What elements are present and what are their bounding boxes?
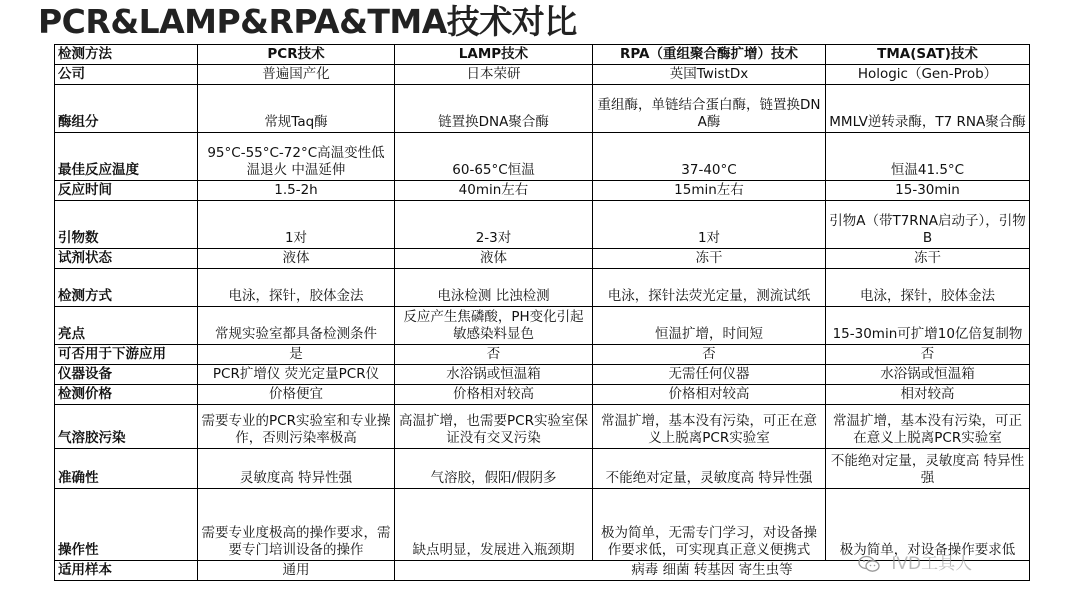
page-title: PCR&LAMP&RPA&TMA技术对比 [38, 2, 577, 41]
cell-tma: 冻干 [826, 249, 1030, 269]
table-row-reagent-state [55, 249, 1030, 269]
cell-lamp: 2-3对 [395, 201, 593, 249]
header-pcr: PCR技术 [198, 45, 395, 65]
row-label: 最佳反应温度 [55, 133, 198, 181]
cell-lamp: 电泳检测 比浊检测 [395, 269, 593, 307]
cell-pcr: 需要专业的PCR实验室和专业操作，否则污染率极高 [198, 405, 395, 449]
cell-tma: 极为简单，对设备操作要求低 [826, 489, 1030, 561]
cell-tma: 15-30min可扩增10亿倍复制物 [826, 307, 1030, 345]
comparison-table [54, 44, 1030, 581]
cell-tma: 相对较高 [826, 385, 1030, 405]
header-method: 检测方法 [55, 45, 198, 65]
cell-rpa: 电泳，探针法荧光定量，测流试纸 [593, 269, 826, 307]
cell-rpa: 37-40°C [593, 133, 826, 181]
cell-rpa: 15min左右 [593, 181, 826, 201]
watermark [858, 552, 972, 576]
cell-rpa: 冻干 [593, 249, 826, 269]
cell-tma: 水浴锅或恒温箱 [826, 365, 1030, 385]
row-label: 试剂状态 [55, 249, 198, 269]
cell-tma: MMLV逆转录酶，T7 RNA聚合酶 [826, 85, 1030, 133]
header-row [55, 45, 1030, 65]
cell-pcr: 常规Taq酶 [198, 85, 395, 133]
row-label: 引物数 [55, 201, 198, 249]
cell-rpa: 不能绝对定量，灵敏度高 特异性强 [593, 449, 826, 489]
cell-lamp: 40min左右 [395, 181, 593, 201]
table-row-aerosol [55, 405, 1030, 449]
header-lamp: LAMP技术 [395, 45, 593, 65]
cell-lamp: 缺点明显，发展进入瓶颈期 [395, 489, 593, 561]
cell-lamp: 水浴锅或恒温箱 [395, 365, 593, 385]
cell-pcr: 液体 [198, 249, 395, 269]
cell-rpa: 无需任何仪器 [593, 365, 826, 385]
cell-rpa: 1对 [593, 201, 826, 249]
table-row-company [55, 65, 1030, 85]
cell-pcr: 需要专业度极高的操作要求，需要专门培训设备的操作 [198, 489, 395, 561]
row-label: 反应时间 [55, 181, 198, 201]
row-label: 气溶胶污染 [55, 405, 198, 449]
cell-pcr: 1对 [198, 201, 395, 249]
cell-rpa: 恒温扩增，时间短 [593, 307, 826, 345]
cell-tma: 电泳，探针，胶体金法 [826, 269, 1030, 307]
cell-lamp: 否 [395, 345, 593, 365]
cell-tma: 不能绝对定量，灵敏度高 特异性强 [826, 449, 1030, 489]
wechat-logo-icon [858, 555, 880, 573]
row-label: 适用样本 [55, 561, 198, 581]
cell-tma: 常温扩增，基本没有污染，可正在意义上脱离PCR实验室 [826, 405, 1030, 449]
table-row-temperature [55, 133, 1030, 181]
cell-rpa: 极为简单，无需专门学习，对设备操作要求低，可实现真正意义便携式 [593, 489, 826, 561]
cell-lamp: 气溶胶，假阳/假阴多 [395, 449, 593, 489]
cell-pcr: PCR扩增仪 荧光定量PCR仪 [198, 365, 395, 385]
cell-lamp: 液体 [395, 249, 593, 269]
cell-pcr: 常规实验室都具备检测条件 [198, 307, 395, 345]
cell-rpa: 英国TwistDx [593, 65, 826, 85]
cell-tma: Hologic（Gen-Prob） [826, 65, 1030, 85]
table-row-accuracy [55, 449, 1030, 489]
cell-tma: 恒温41.5°C [826, 133, 1030, 181]
cell-pcr: 灵敏度高 特异性强 [198, 449, 395, 489]
row-label: 操作性 [55, 489, 198, 561]
cell-lamp: 反应产生焦磷酸，PH变化引起敏感染料显色 [395, 307, 593, 345]
table-row-instruments [55, 365, 1030, 385]
watermark-text: IVD工具人 [891, 554, 973, 574]
cell-lamp: 60-65°C恒温 [395, 133, 593, 181]
cell-tma: 否 [826, 345, 1030, 365]
row-label: 可否用于下游应用 [55, 345, 198, 365]
cell-pcr: 1.5-2h [198, 181, 395, 201]
cell-rpa: 常温扩增，基本没有污染，可正在意义上脱离PCR实验室 [593, 405, 826, 449]
header-rpa: RPA（重组聚合酶扩增）技术 [593, 45, 826, 65]
row-label: 检测价格 [55, 385, 198, 405]
table-row-enzyme [55, 85, 1030, 133]
cell-rpa: 否 [593, 345, 826, 365]
cell-lamp: 高温扩增，也需要PCR实验室保证没有交叉污染 [395, 405, 593, 449]
cell-lamp: 日本荣研 [395, 65, 593, 85]
cell-lamp: 价格相对较高 [395, 385, 593, 405]
cell-pcr: 是 [198, 345, 395, 365]
row-label: 检测方式 [55, 269, 198, 307]
row-label: 准确性 [55, 449, 198, 489]
cell-pcr: 95°C-55°C-72°C高温变性低温退火 中温延伸 [198, 133, 395, 181]
row-label: 仪器设备 [55, 365, 198, 385]
table-row-time [55, 181, 1030, 201]
cell-tma: 引物A（带T7RNA启动子），引物B [826, 201, 1030, 249]
row-label: 公司 [55, 65, 198, 85]
cell-pcr: 普遍国产化 [198, 65, 395, 85]
cell-lamp: 链置换DNA聚合酶 [395, 85, 593, 133]
table-row-primers [55, 201, 1030, 249]
cell-rpa: 重组酶，单链结合蛋白酶，链置换DNA酶 [593, 85, 826, 133]
cell-pcr: 通用 [198, 561, 395, 581]
cell-pcr: 电泳，探针，胶体金法 [198, 269, 395, 307]
table-row-highlights [55, 307, 1030, 345]
table-row-detection [55, 269, 1030, 307]
table-row-price [55, 385, 1030, 405]
cell-rpa: 价格相对较高 [593, 385, 826, 405]
table-row-operability [55, 489, 1030, 561]
header-tma: TMA(SAT)技术 [826, 45, 1030, 65]
row-label: 酶组分 [55, 85, 198, 133]
table-row-downstream [55, 345, 1030, 365]
cell-tma: 15-30min [826, 181, 1030, 201]
row-label: 亮点 [55, 307, 198, 345]
cell-pcr: 价格便宜 [198, 385, 395, 405]
cell-merged-samples: 病毒 细菌 转基因 寄生虫等 [395, 561, 1030, 581]
